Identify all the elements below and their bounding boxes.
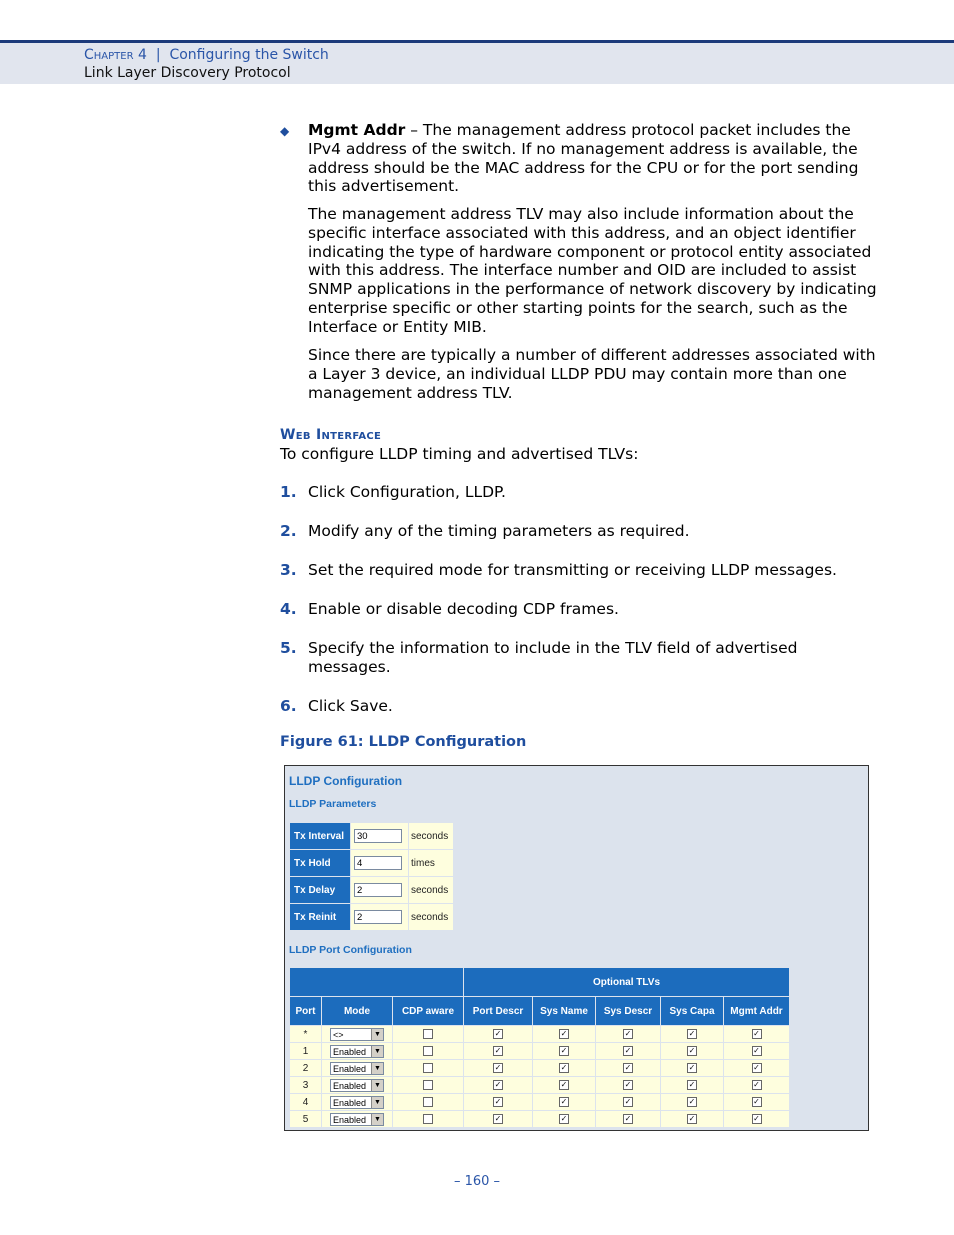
- param-unit: seconds: [409, 823, 454, 850]
- mgmt-addr-checkbox[interactable]: ✓: [753, 1079, 760, 1089]
- param-label: Tx Hold: [290, 850, 351, 877]
- screen-title: LLDP Configuration: [289, 774, 403, 788]
- section-heading: Web Interface: [280, 427, 382, 443]
- sys-name-checkbox[interactable]: ✓: [560, 1045, 568, 1055]
- mode-value: Enabled: [333, 1063, 367, 1074]
- tx-hold-input[interactable]: 4: [354, 856, 402, 870]
- table-row: [290, 1094, 790, 1111]
- sys-descr-checkbox[interactable]: ✓: [624, 1045, 632, 1055]
- table-row: [290, 1026, 790, 1043]
- sys-name-checkbox[interactable]: ✓: [560, 1079, 568, 1089]
- page-number: – 160 –: [453, 1174, 501, 1189]
- col-header: Sys Capa: [661, 997, 724, 1026]
- step-text: Click Save.: [308, 697, 393, 715]
- mode-value: Enabled: [333, 1097, 367, 1108]
- chevron-down-icon: ▼: [371, 1046, 383, 1057]
- bullet-text: – The management address protocol packet includes the IPv4 address of the switch. If no management address is available, the address should be the MAC address for the CPU or for the port sending this advertisement.: [308, 121, 859, 196]
- cdp-aware-checkbox[interactable]: [423, 1046, 433, 1056]
- cdp-aware-checkbox[interactable]: [423, 1097, 433, 1107]
- chapter-line: [84, 47, 329, 63]
- chevron-down-icon: ▼: [371, 1097, 383, 1108]
- step-text: Modify any of the timing parameters as required.: [308, 522, 690, 540]
- chevron-down-icon: ▼: [371, 1114, 383, 1125]
- chapter-label: Chapter 4: [84, 47, 147, 63]
- mgmt-addr-checkbox[interactable]: ✓: [753, 1045, 760, 1055]
- sys-descr-checkbox[interactable]: ✓: [624, 1028, 632, 1038]
- col-header: Mode: [322, 997, 393, 1026]
- step-number: 1.: [280, 483, 297, 501]
- mode-select[interactable]: [330, 1079, 384, 1092]
- cdp-aware-checkbox[interactable]: [423, 1029, 433, 1039]
- param-label: Tx Interval: [290, 823, 351, 850]
- running-header: [0, 40, 954, 84]
- port-cell: 1: [290, 1043, 322, 1060]
- param-label: Tx Delay: [290, 877, 351, 904]
- sys-name-checkbox[interactable]: ✓: [560, 1113, 568, 1123]
- port-descr-checkbox[interactable]: ✓: [494, 1079, 502, 1089]
- mode-select[interactable]: [330, 1045, 384, 1058]
- step-text: Set the required mode for transmitting or receiving LLDP messages.: [308, 561, 837, 579]
- param-row: [290, 877, 454, 904]
- optional-tlvs-header: Optional TLVs: [464, 968, 790, 997]
- sys-capa-checkbox[interactable]: ✓: [688, 1028, 696, 1038]
- header-separator: |: [155, 47, 161, 63]
- mode-select[interactable]: [330, 1028, 384, 1041]
- port-descr-checkbox[interactable]: ✓: [494, 1028, 502, 1038]
- figure-caption: Figure 61: LLDP Configuration: [280, 734, 527, 750]
- step-text: Click Configuration, LLDP.: [308, 483, 506, 501]
- sys-descr-checkbox[interactable]: ✓: [624, 1079, 632, 1089]
- port-cell: 2: [290, 1060, 322, 1077]
- port-descr-checkbox[interactable]: ✓: [494, 1045, 502, 1055]
- mgmt-addr-checkbox[interactable]: ✓: [753, 1096, 760, 1106]
- bullet-paragraph: [308, 121, 878, 196]
- param-row: [290, 904, 454, 931]
- sys-capa-checkbox[interactable]: ✓: [688, 1045, 696, 1055]
- step-text: Enable or disable decoding CDP frames.: [308, 600, 619, 618]
- sys-descr-checkbox[interactable]: ✓: [624, 1096, 632, 1106]
- table-group-header: [290, 968, 790, 997]
- col-header: Sys Descr: [596, 997, 661, 1026]
- mgmt-addr-checkbox[interactable]: ✓: [753, 1113, 760, 1123]
- table-row: [290, 1111, 790, 1128]
- tx-interval-input[interactable]: 30: [354, 829, 402, 843]
- section-title: Link Layer Discovery Protocol: [84, 65, 291, 81]
- sys-name-checkbox[interactable]: ✓: [560, 1062, 568, 1072]
- tx-reinit-input[interactable]: 2: [354, 910, 402, 924]
- port-cell: 3: [290, 1077, 322, 1094]
- port-config-title: LLDP Port Configuration: [289, 944, 412, 956]
- port-descr-checkbox[interactable]: ✓: [494, 1096, 502, 1106]
- port-cell: *: [290, 1026, 322, 1043]
- chevron-down-icon: ▼: [371, 1063, 383, 1074]
- cdp-aware-checkbox[interactable]: [423, 1063, 433, 1073]
- port-config-table: [289, 967, 790, 1128]
- port-descr-checkbox[interactable]: ✓: [494, 1113, 502, 1123]
- sys-name-checkbox[interactable]: ✓: [560, 1096, 568, 1106]
- step-number: 6.: [280, 697, 297, 715]
- step-number: 3.: [280, 561, 297, 579]
- col-header: Mgmt Addr: [724, 997, 790, 1026]
- sys-capa-checkbox[interactable]: ✓: [688, 1062, 696, 1072]
- param-unit: seconds: [409, 877, 454, 904]
- table-row: [290, 1077, 790, 1094]
- param-label: Tx Reinit: [290, 904, 351, 931]
- col-header: Port: [290, 997, 322, 1026]
- col-header: Port Descr: [464, 997, 533, 1026]
- params-table: [289, 822, 454, 931]
- sys-name-checkbox[interactable]: ✓: [560, 1028, 568, 1038]
- mgmt-addr-checkbox[interactable]: ✓: [753, 1062, 760, 1072]
- param-unit: times: [409, 850, 454, 877]
- mode-value: Enabled: [333, 1046, 367, 1057]
- params-title: LLDP Parameters: [289, 798, 377, 810]
- param-row: [290, 823, 454, 850]
- cdp-aware-checkbox[interactable]: [423, 1080, 433, 1090]
- mode-value: Enabled: [333, 1114, 367, 1125]
- table-row: [290, 1060, 790, 1077]
- bullet-term: Mgmt Addr: [308, 121, 406, 139]
- sys-capa-checkbox[interactable]: ✓: [688, 1113, 696, 1123]
- table-row: [290, 1043, 790, 1060]
- mgmt-addr-checkbox[interactable]: ✓: [753, 1028, 760, 1038]
- col-header: Sys Name: [533, 997, 596, 1026]
- mode-select[interactable]: [330, 1096, 384, 1109]
- lldp-config-screenshot: [284, 765, 869, 1131]
- intro-text: To configure LLDP timing and advertised TLVs:: [280, 445, 639, 463]
- param-unit: seconds: [409, 904, 454, 931]
- paragraph: Since there are typically a number of different addresses associated with a Layer 3 device, an individual LLDP PDU may contain more than one management address TLV.: [308, 346, 876, 402]
- mode-select[interactable]: [330, 1062, 384, 1075]
- chevron-down-icon: ▼: [371, 1080, 383, 1091]
- step-number: 2.: [280, 522, 297, 540]
- sys-capa-checkbox[interactable]: ✓: [688, 1079, 696, 1089]
- step-text: Specify the information to include in the TLV field of advertised messages.: [308, 639, 798, 676]
- table-header: [290, 997, 790, 1026]
- chapter-title: Configuring the Switch: [169, 47, 329, 63]
- cdp-aware-checkbox[interactable]: [423, 1114, 433, 1124]
- sys-descr-checkbox[interactable]: ✓: [624, 1113, 632, 1123]
- step-number: 4.: [280, 600, 297, 618]
- mode-value: <>: [333, 1029, 344, 1040]
- param-row: [290, 850, 454, 877]
- mode-select[interactable]: [330, 1113, 384, 1126]
- paragraph: The management address TLV may also include information about the specific interface associated with this address, and an object identifier indicating the type of hardware component or protocol entity associated with this address. The interface number and OID are included to assist SNMP applications in the performance of network discovery by indicating enterprise specific or other starting points for the search, such as the Interface or Entity MIB.: [308, 205, 877, 336]
- port-cell: 5: [290, 1111, 322, 1128]
- mode-value: Enabled: [333, 1080, 367, 1091]
- col-header: CDP aware: [393, 997, 464, 1026]
- port-descr-checkbox[interactable]: ✓: [494, 1062, 502, 1072]
- diamond-bullet-icon: ◆: [280, 124, 290, 138]
- chevron-down-icon: ▼: [371, 1029, 383, 1040]
- sys-descr-checkbox[interactable]: ✓: [624, 1062, 632, 1072]
- sys-capa-checkbox[interactable]: ✓: [688, 1096, 696, 1106]
- port-cell: 4: [290, 1094, 322, 1111]
- step-number: 5.: [280, 639, 297, 657]
- tx-delay-input[interactable]: 2: [354, 883, 402, 897]
